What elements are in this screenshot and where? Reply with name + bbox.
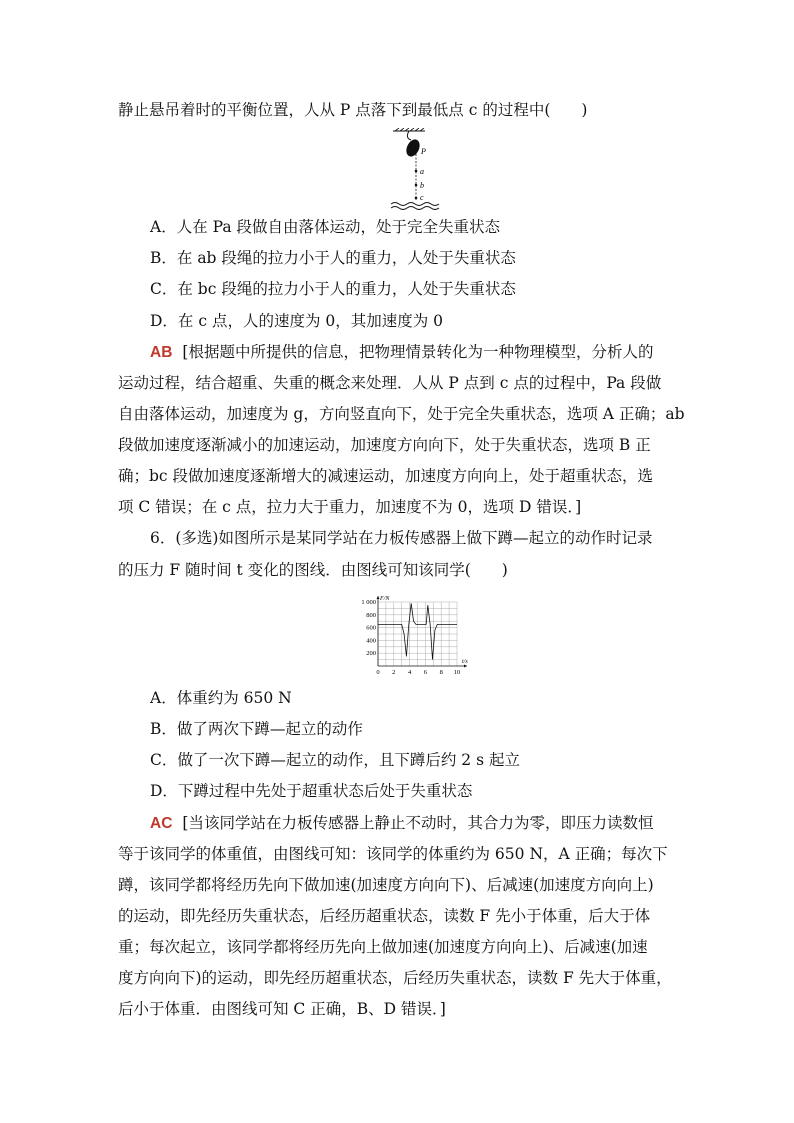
x-tick-label: 0 — [376, 669, 380, 676]
q5-option-b: B．在 ab 段绳的拉力小于人的重力，人处于失重状态 — [150, 249, 516, 267]
x-tick-label: 8 — [439, 669, 443, 676]
q6-stem-line-2: 的压力 F 随时间 t 变化的图线．由图线可知该同学( ) — [118, 561, 508, 579]
q6-stem-line-1: 6．(多选)如图所示是某同学站在力板传感器上做下蹲—起立的动作时记录 — [150, 529, 653, 547]
q5-explanation-line-6: 项 C 错误；在 c 点，拉力大于重力，加速度不为 0，选项 D 错误．] — [118, 498, 582, 516]
x-tick-label: 6 — [423, 669, 428, 676]
q5-option-c: C．在 bc 段绳的拉力小于人的重力，人处于失重状态 — [150, 280, 516, 298]
q6-explanation-line-7: 后小于体重．由图线可知 C 正确，B、D 错误．] — [118, 1000, 446, 1018]
q6-option-b: B．做了两次下蹲—起立的动作 — [150, 720, 363, 738]
q5-explanation-line-3: 自由落体运动，加速度为 g，方向竖直向下，处于完全失重状态，选项 A 正确；ab — [118, 405, 685, 423]
q5-explanation-line-1: AB [根据题中所提供的信息，把物理情景转化为一种物理模型，分析人的 — [150, 343, 654, 361]
q6-explanation-line-6: 度方向向下)的运动，即先经历超重状态，后经历失重状态，读数 F 先大于体重， — [118, 969, 672, 987]
q5-explanation-line-5: 确；bc 段做加速度逐渐增大的减速运动，加速度方向向上，处于超重状态，选 — [118, 467, 654, 485]
y-axis-label: F/N — [380, 596, 390, 602]
y-tick-label: 1 000 — [361, 599, 376, 606]
water-surface — [391, 203, 439, 206]
y-tick-label: 800 — [366, 611, 376, 619]
person-silhouette — [404, 137, 422, 158]
q6-explanation-line-3: 蹲，该同学都将经历先向下做加速(加速度方向向下)、后减速(加速度方向向上) — [118, 876, 654, 894]
q6-option-a: A．体重约为 650 N — [150, 689, 292, 707]
label-P: P — [421, 147, 426, 156]
q5-explanation-line-4: 段做加速度逐渐减小的加速运动，加速度方向向下，处于失重状态，选项 B 正 — [118, 436, 651, 454]
bungee-jump-figure — [385, 128, 445, 210]
x-tick-label: 2 — [392, 669, 396, 676]
rope — [407, 131, 411, 140]
q5-option-a: A．人在 Pa 段做自由落体运动，处于完全失重状态 — [150, 218, 501, 236]
q6-explanation-line-1: AC [当该同学站在力板传感器上静止不动时，其合力为零，即压力读数恒 — [150, 814, 654, 832]
y-tick-label: 600 — [366, 624, 376, 632]
q6-option-d: D．下蹲过程中先处于超重状态后处于失重状态 — [150, 782, 473, 800]
q5-answer-key: AB — [150, 344, 173, 361]
label-a: a — [420, 167, 424, 176]
y-tick-label: 400 — [366, 637, 376, 645]
x-tick-label: 4 — [407, 669, 412, 676]
q6-explanation-line-4: 的运动，即先经历失重状态，后经历超重状态，读数 F 先小于体重，后大于体 — [118, 907, 651, 925]
q6-explanation-line-2: 等于该同学的体重值，由图线可知：该同学的体重约为 650 N，A 正确；每次下 — [118, 845, 668, 863]
q6-explanation-line-5: 重；每次起立，该同学都将经历先向上做加速(加速度方向向上)、后减速(加速 — [118, 938, 648, 956]
x-tick-label: 10 — [453, 669, 461, 676]
q6-answer-key: AC — [150, 815, 173, 832]
label-c: c — [420, 193, 424, 202]
label-b: b — [420, 181, 424, 190]
y-tick-label: 200 — [366, 650, 376, 658]
q5-option-d: D．在 c 点，人的速度为 0，其加速度为 0 — [150, 312, 444, 330]
x-axis-label: t/s — [462, 659, 468, 665]
q5-explanation-line-2: 运动过程，结合超重、失重的概念来处理．人从 P 点到 c 点的过程中，Pa 段做 — [118, 374, 662, 392]
force-time-chart — [352, 592, 474, 678]
q5-stem-tail: 静止悬吊着时的平衡位置，人从 P 点落下到最低点 c 的过程中( ) — [118, 101, 588, 119]
q6-option-c: C．做了一次下蹲—起立的动作，且下蹲后约 2 s 起立 — [150, 751, 520, 769]
